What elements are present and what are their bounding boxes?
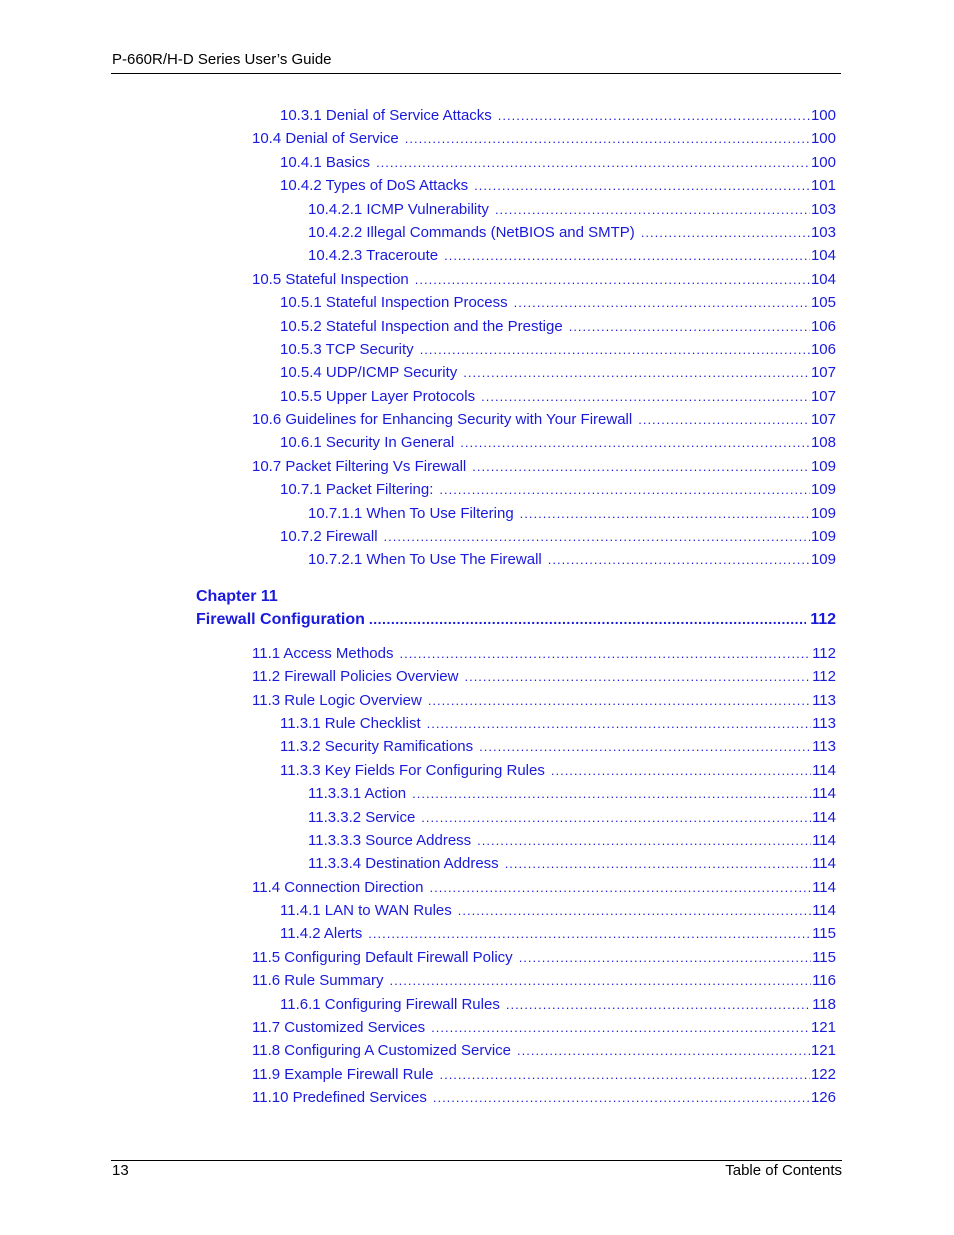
toc-entry[interactable] [308, 504, 836, 524]
toc-entry-page: 100 [810, 130, 836, 147]
toc-entry[interactable] [252, 1041, 836, 1061]
toc-entry[interactable] [308, 784, 836, 804]
toc-entry[interactable] [280, 340, 836, 360]
toc-entry-page: 106 [810, 318, 836, 335]
toc-entry-page: 115 [812, 925, 836, 942]
dot-leader [498, 106, 810, 126]
toc-entry-page: 109 [810, 551, 836, 568]
toc-entry-page: 103 [810, 224, 836, 241]
footer-section-title: Table of Contents [725, 1162, 842, 1179]
toc-entry-label: 11.3.3.2 Service [308, 809, 416, 826]
chapter-number[interactable]: Chapter 11 [196, 588, 278, 605]
toc-entry-page: 104 [810, 247, 836, 264]
chapter-page: 112 [810, 611, 836, 628]
toc-entry-label: 10.4.1 Basics [280, 154, 371, 171]
toc-entry-label: 10.7.2 Firewall [280, 528, 378, 545]
toc-entry[interactable] [280, 761, 836, 781]
toc-entry[interactable] [252, 270, 836, 290]
toc-entry-page: 106 [810, 341, 836, 358]
dot-leader [439, 480, 810, 500]
toc-entry-label: 10.7.1.1 When To Use Filtering [308, 505, 514, 522]
dot-leader [427, 714, 811, 734]
dot-leader [464, 667, 811, 687]
toc-entry[interactable] [308, 854, 836, 874]
dot-leader [506, 995, 811, 1015]
toc-entry[interactable] [252, 1018, 836, 1038]
toc-entry[interactable] [280, 737, 836, 757]
toc-entry-page: 122 [810, 1066, 836, 1083]
toc-entry[interactable] [280, 480, 836, 500]
dot-leader [505, 854, 811, 874]
toc-entry-page: 107 [810, 364, 836, 381]
dot-leader [444, 246, 810, 266]
dot-leader [376, 153, 810, 173]
toc-entry-page: 114 [812, 855, 836, 872]
toc-entry-label: 10.7.2.1 When To Use The Firewall [308, 551, 542, 568]
toc-entry-page: 103 [810, 201, 836, 218]
toc-entry-page: 114 [812, 785, 836, 802]
dot-leader [519, 948, 811, 968]
toc-entry[interactable] [280, 527, 836, 547]
toc-entry-label: 11.4.1 LAN to WAN Rules [280, 902, 452, 919]
dot-leader [421, 808, 811, 828]
toc-entry[interactable] [280, 901, 836, 921]
toc-entry-page: 108 [810, 434, 836, 451]
toc-entry-page: 114 [812, 902, 836, 919]
chapter-toc-entry[interactable] [196, 608, 836, 630]
toc-entry[interactable] [308, 223, 836, 243]
dot-leader [551, 761, 811, 781]
toc-entry-label: 11.3.3.3 Source Address [308, 832, 472, 849]
toc-entry[interactable] [280, 317, 836, 337]
toc-entry[interactable] [252, 667, 836, 687]
toc-entry-page: 109 [810, 528, 836, 545]
dot-leader [481, 387, 810, 407]
toc-entry[interactable] [252, 691, 836, 711]
toc-entry-label: 11.5 Configuring Default Firewall Policy [252, 949, 513, 966]
footer-divider [111, 1160, 842, 1161]
toc-entry[interactable] [280, 433, 836, 453]
toc-entry[interactable] [252, 644, 836, 664]
toc-entry-label: 10.4.2 Types of DoS Attacks [280, 177, 469, 194]
toc-entry-label: 10.4.2.1 ICMP Vulnerability [308, 201, 489, 218]
toc-entry-page: 114 [812, 809, 836, 826]
dot-leader [430, 878, 812, 898]
toc-entry-page: 116 [812, 972, 836, 989]
dot-leader [514, 293, 810, 313]
toc-entry[interactable] [252, 1088, 836, 1108]
dot-leader [517, 1041, 810, 1061]
toc-entry-page: 121 [810, 1019, 836, 1036]
toc-entry[interactable] [280, 995, 836, 1015]
toc-entry-label: 10.3.1 Denial of Service Attacks [280, 107, 492, 124]
toc-entry-label: 10.4 Denial of Service [252, 130, 399, 147]
toc-entry-page: 115 [812, 949, 836, 966]
toc-entry-page: 113 [812, 738, 836, 755]
toc-entry-page: 109 [810, 505, 836, 522]
toc-entry-page: 114 [812, 762, 836, 779]
dot-leader [548, 550, 810, 570]
toc-entry-label: 10.6 Guidelines for Enhancing Security with Your Firewall [252, 411, 633, 428]
toc-entry-page: 107 [810, 388, 836, 405]
toc-entry[interactable] [252, 457, 836, 477]
toc-entry-label: 10.7 Packet Filtering Vs Firewall [252, 458, 467, 475]
dot-leader [477, 831, 811, 851]
toc-entry-label: 10.5.5 Upper Layer Protocols [280, 388, 476, 405]
toc-entry-label: 11.3.2 Security Ramifications [280, 738, 474, 755]
toc-entry-label: 11.3 Rule Logic Overview [252, 692, 422, 709]
chapter-title: Firewall Configuration [196, 611, 365, 628]
toc-entry[interactable] [252, 878, 836, 898]
dot-leader [369, 608, 806, 630]
toc-entry-label: 11.3.3.4 Destination Address [308, 855, 499, 872]
dot-leader [433, 1088, 810, 1108]
toc-entry[interactable] [280, 363, 836, 383]
toc-entry[interactable] [308, 831, 836, 851]
toc-entry-label: 11.3.3.1 Action [308, 785, 407, 802]
toc-entry-label: 11.6.1 Configuring Firewall Rules [280, 996, 500, 1013]
dot-leader [405, 129, 810, 149]
toc-entry[interactable] [308, 550, 836, 570]
toc-entry-label: 10.4.2.2 Illegal Commands (NetBIOS and SMTP) [308, 224, 635, 241]
toc-entry-page: 112 [812, 668, 836, 685]
toc-entry[interactable] [280, 153, 836, 173]
dot-leader [420, 340, 810, 360]
toc-entry-page: 109 [810, 458, 836, 475]
toc-entry-label: 11.7 Customized Services [252, 1019, 426, 1036]
dot-leader [460, 433, 810, 453]
toc-entry[interactable] [308, 200, 836, 220]
dot-leader [412, 784, 811, 804]
toc-entry-page: 100 [810, 154, 836, 171]
header-divider [111, 73, 841, 74]
toc-entry-page: 113 [812, 692, 836, 709]
toc-entry-page: 121 [810, 1042, 836, 1059]
toc-entry-label: 10.5.4 UDP/ICMP Security [280, 364, 458, 381]
toc-entry-label: 10.5.1 Stateful Inspection Process [280, 294, 508, 311]
toc-entry-label: 10.5.3 TCP Security [280, 341, 414, 358]
dot-leader [368, 924, 811, 944]
toc-entry[interactable] [252, 948, 836, 968]
dot-leader [439, 1065, 810, 1085]
dot-leader [641, 223, 810, 243]
dot-leader [569, 317, 810, 337]
toc-entry-label: 11.3.3 Key Fields For Configuring Rules [280, 762, 545, 779]
toc-entry-page: 104 [810, 271, 836, 288]
toc-entry-label: 11.1 Access Methods [252, 645, 394, 662]
dot-leader [384, 527, 810, 547]
toc-entry[interactable] [280, 714, 836, 734]
toc-entry[interactable] [280, 387, 836, 407]
toc-entry-label: 11.10 Predefined Services [252, 1089, 427, 1106]
dot-leader [428, 691, 811, 711]
toc-entry[interactable] [308, 246, 836, 266]
dot-leader [399, 644, 811, 664]
dot-leader [495, 200, 810, 220]
dot-leader [474, 176, 810, 196]
dot-leader [389, 971, 811, 991]
dot-leader [638, 410, 810, 430]
dot-leader [479, 737, 811, 757]
toc-entry-page: 114 [812, 879, 836, 896]
toc-entry-page: 113 [812, 715, 836, 732]
dot-leader [520, 504, 810, 524]
dot-leader [458, 901, 811, 921]
toc-entry[interactable] [280, 293, 836, 313]
toc-entry-label: 11.9 Example Firewall Rule [252, 1066, 434, 1083]
toc-entry-page: 118 [812, 996, 836, 1013]
toc-entry-label: 11.4.2 Alerts [280, 925, 363, 942]
toc-entry-label: 10.7.1 Packet Filtering: [280, 481, 434, 498]
toc-entry-label: 10.6.1 Security In General [280, 434, 455, 451]
toc-entry-label: 11.8 Configuring A Customized Service [252, 1042, 512, 1059]
toc-entry-label: 11.3.1 Rule Checklist [280, 715, 421, 732]
toc-entry-page: 114 [812, 832, 836, 849]
toc-entry-page: 100 [810, 107, 836, 124]
toc-entry-page: 101 [810, 177, 836, 194]
toc-entry-label: 10.5 Stateful Inspection [252, 271, 409, 288]
dot-leader [415, 270, 810, 290]
toc-entry-page: 109 [810, 481, 836, 498]
toc-entry[interactable] [252, 410, 836, 430]
toc-entry-label: 11.2 Firewall Policies Overview [252, 668, 459, 685]
toc-entry-page: 112 [812, 645, 836, 662]
dot-leader [472, 457, 810, 477]
dot-leader [431, 1018, 810, 1038]
toc-entry[interactable] [280, 106, 836, 126]
toc-entry-label: 10.5.2 Stateful Inspection and the Prestige [280, 318, 563, 335]
toc-entry[interactable] [280, 176, 836, 196]
toc-entry[interactable] [252, 1065, 836, 1085]
footer-page-number: 13 [112, 1162, 129, 1179]
toc-entry-page: 105 [810, 294, 836, 311]
toc-entry[interactable] [252, 971, 836, 991]
toc-entry-label: 11.4 Connection Direction [252, 879, 424, 896]
toc-entry[interactable] [308, 808, 836, 828]
running-header-title: P-660R/H-D Series User’s Guide [112, 51, 332, 68]
toc-entry-label: 10.4.2.3 Traceroute [308, 247, 439, 264]
toc-entry-page: 126 [810, 1089, 836, 1106]
toc-entry-page: 107 [810, 411, 836, 428]
toc-entry-label: 11.6 Rule Summary [252, 972, 384, 989]
toc-entry[interactable] [280, 924, 836, 944]
dot-leader [463, 363, 810, 383]
toc-entry[interactable] [252, 129, 836, 149]
